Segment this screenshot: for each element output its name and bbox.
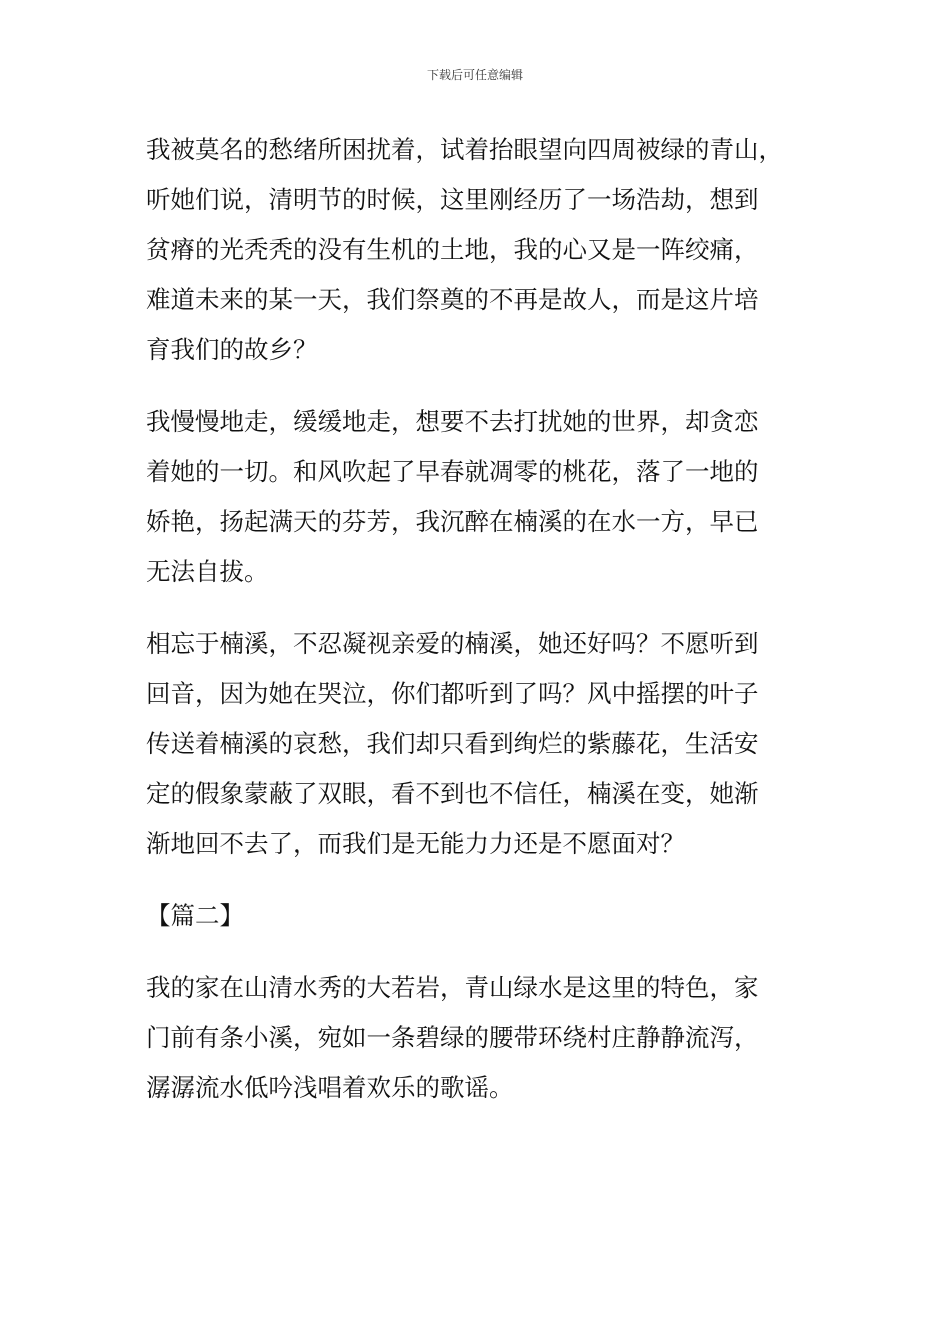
paragraph-line: 难道未来的某一天，我们祭奠的不再是故人，而是这片培 (146, 285, 759, 314)
paragraph-line: 无法自拔。 (146, 557, 269, 586)
section-heading: 【篇二】 (146, 901, 244, 930)
paragraph-2 (146, 397, 806, 597)
paragraph-1 (146, 125, 806, 375)
paragraph-4 (146, 963, 806, 1113)
paragraph-line: 贫瘠的光秃秃的没有生机的土地，我的心又是一阵绞痛， (146, 235, 759, 264)
paragraph-3 (146, 619, 806, 869)
paragraph-line: 育我们的故乡？ (146, 335, 318, 364)
paragraph-line: 定的假象蒙蔽了双眼，看不到也不信任，楠溪在变，她渐 (146, 779, 759, 808)
paragraph-line: 相忘于楠溪，不忍凝视亲爱的楠溪，她还好吗？不愿听到 (146, 629, 759, 658)
paragraph-line: 听她们说，清明节的时候，这里刚经历了一场浩劫，想到 (146, 185, 759, 214)
paragraph-line: 潺潺流水低吟浅唱着欢乐的歌谣。 (146, 1073, 514, 1102)
paragraph-line: 着她的一切。和风吹起了早春就凋零的桃花，落了一地的 (146, 457, 759, 486)
paragraph-line: 门前有条小溪，宛如一条碧绿的腰带环绕村庄静静流泻， (146, 1023, 759, 1052)
paragraph-line: 我的家在山清水秀的大若岩，青山绿水是这里的特色，家 (146, 973, 759, 1002)
paragraph-line: 娇艳，扬起满天的芬芳，我沉醉在楠溪的在水一方，早已 (146, 507, 759, 536)
paragraph-line: 渐地回不去了，而我们是无能力力还是不愿面对？ (146, 829, 685, 858)
paragraph-line: 回音，因为她在哭泣，你们都听到了吗？风中摇摆的叶子 (146, 679, 759, 708)
paragraph-line: 我慢慢地走，缓缓地走，想要不去打扰她的世界，却贪恋 (146, 407, 759, 436)
paragraph-line: 我被莫名的愁绪所困扰着，试着抬眼望向四周被绿的青山， (146, 135, 783, 164)
paragraph-line: 传送着楠溪的哀愁，我们却只看到绚烂的紫藤花，生活安 (146, 729, 759, 758)
page-header: 下载后可任意编辑 (426, 68, 523, 82)
